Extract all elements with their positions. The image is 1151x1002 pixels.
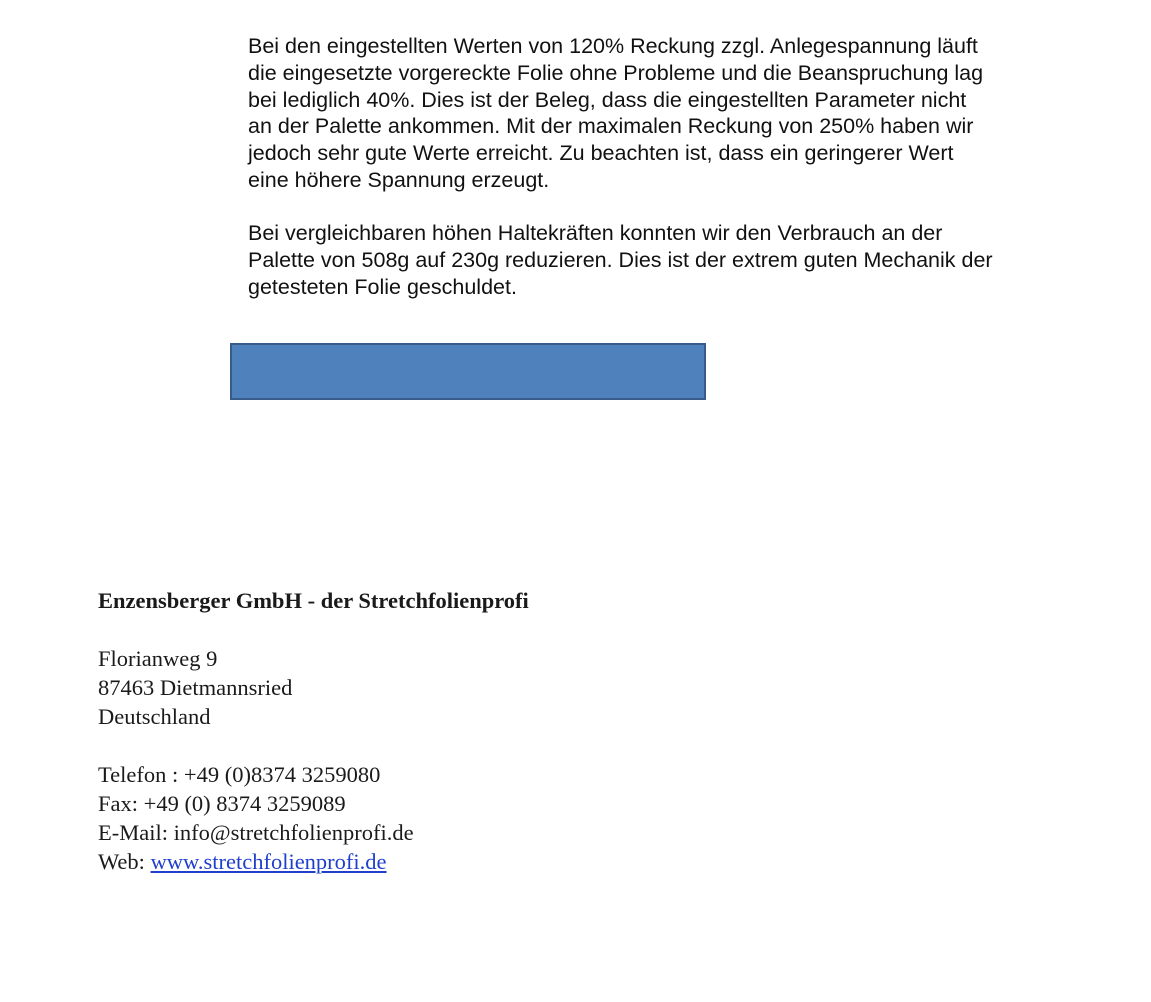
web-label: Web: [98,849,151,874]
paragraph-line: jedoch sehr gute Werte erreicht. Zu beachten ist, dass ein geringerer Wert [248,141,954,166]
website-link[interactable]: www.stretchfolienprofi.de [150,849,387,874]
paragraph-line: Bei vergleichbaren höhen Haltekräften konnten wir den Verbrauch an der [248,221,943,245]
paragraph-consumption [248,220,1068,300]
paragraph-line: bei lediglich 40%. Dies ist der Beleg, dass die eingestellten Parameter nicht [248,87,967,112]
fax-number: Fax: +49 (0) 8374 3259089 [98,791,346,816]
email-address: E-Mail: info@stretchfolienprofi.de [98,820,414,845]
paragraph-line: Bei den eingestellten Werten von 120% Reckung zzgl. Anlegespannung läuft [248,34,978,58]
paragraph-results [248,33,1068,194]
paragraph-line: eine höhere Spannung erzeugt. [248,167,550,192]
address-block [98,644,292,731]
phone-number: Telefon : +49 (0)8374 3259080 [98,762,381,787]
contact-details [98,760,414,876]
address-country: Deutschland [98,704,211,729]
address-street: Florianweg 9 [98,646,218,671]
company-name: Enzensberger GmbH - der Stretchfolienprofi [98,588,529,613]
paragraph-line: getesteten Folie geschuldet. [248,274,517,299]
address-city: 87463 Dietmannsried [98,675,293,700]
web-line [98,847,414,876]
paragraph-line: an der Palette ankommen. Mit der maximalen Reckung von 250% haben wir [248,114,974,139]
blue-rectangle-shape [230,343,706,400]
paragraph-line: die eingesetzte vorgereckte Folie ohne Probleme und die Beanspruchung lag [248,60,984,85]
paragraph-line: Palette von 508g auf 230g reduzieren. Dies ist der extrem guten Mechanik der [248,247,993,272]
